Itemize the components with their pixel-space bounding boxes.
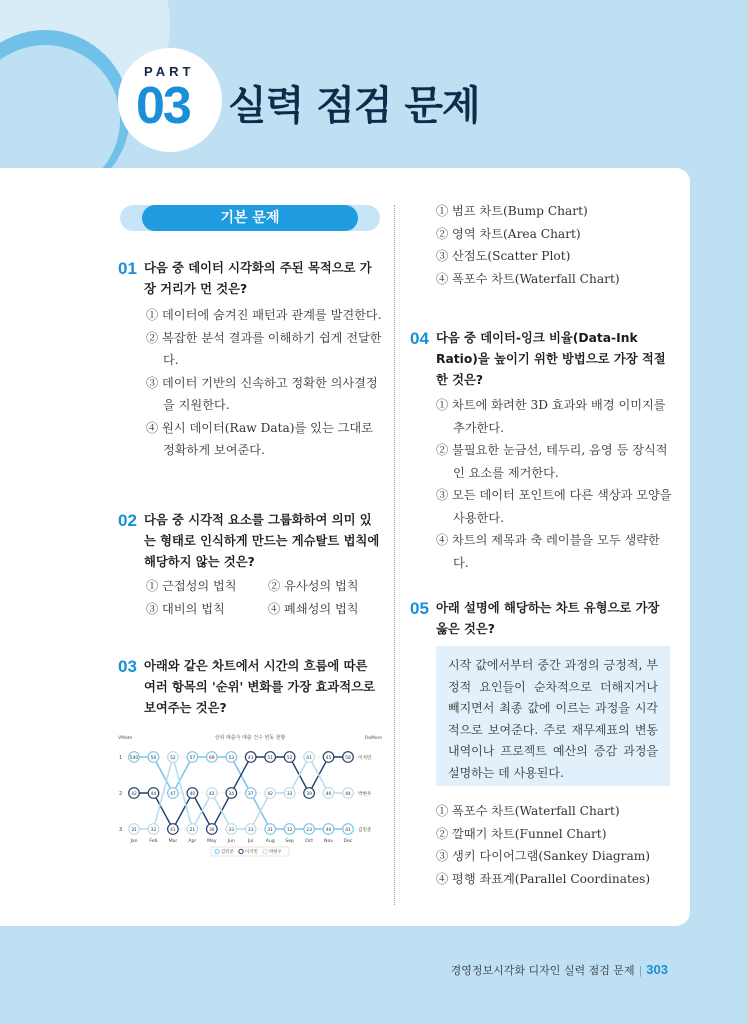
- x-tick-label: Nov: [324, 839, 334, 844]
- part-label: PART: [144, 64, 195, 79]
- data-label: 42: [209, 791, 215, 797]
- page-footer: 경영정보시각화 디자인 실력 점검 문제 | 303: [450, 962, 668, 977]
- question-number: 02: [118, 511, 137, 530]
- question-05: [410, 598, 672, 640]
- question-number: 03: [118, 657, 137, 676]
- options-05: [436, 800, 676, 890]
- series-end-label: 김민준: [358, 828, 372, 833]
- data-label: 37: [247, 791, 254, 797]
- legend-marker: [263, 849, 267, 853]
- question-text: 다음 중 데이터 시각화의 주된 목적으로 가장 거리가 먼 것은?: [144, 261, 372, 296]
- page-number: 303: [646, 962, 668, 977]
- rank-tick-label: 2: [119, 791, 123, 797]
- option[interactable]: ② 불필요한 눈금선, 테두리, 음영 등 장식적인 요소를 제거한다.: [436, 443, 668, 480]
- options-04: [436, 394, 672, 574]
- option[interactable]: ③ 생키 다이어그램(Sankey Diagram): [436, 849, 651, 863]
- option[interactable]: ① 근접성의 법칙: [146, 579, 237, 593]
- data-label: 40: [325, 791, 332, 797]
- data-label: 69: [209, 755, 215, 761]
- x-tick-label: Sep: [285, 839, 294, 844]
- data-label: 40: [325, 827, 332, 833]
- option[interactable]: ④ 폭포수 차트(Waterfall Chart): [436, 271, 620, 286]
- data-label: 23: [306, 827, 312, 833]
- data-label: 53: [228, 755, 235, 761]
- legend-label: 박현우: [269, 850, 282, 856]
- option[interactable]: ④ 차트의 제목과 축 레이블을 모두 생략한다.: [436, 533, 660, 570]
- data-label: 42: [267, 791, 273, 797]
- book-title: 경영정보시각화 디자인 실력 점검 문제: [450, 964, 635, 977]
- x-tick-label: Jul: [247, 839, 254, 844]
- data-label: 12: [286, 827, 293, 833]
- data-label: 31: [131, 827, 137, 833]
- x-tick-label: Aug: [265, 839, 275, 844]
- data-label: 40: [189, 791, 196, 797]
- question-number: 01: [118, 259, 137, 278]
- data-label: 41: [306, 755, 312, 761]
- option[interactable]: ② 깔때기 차트(Funnel Chart): [436, 826, 607, 841]
- option[interactable]: ① 차트에 화려한 3D 효과와 배경 이미지를 추가한다.: [436, 398, 666, 435]
- data-label: 42: [131, 791, 137, 797]
- question-text: 다음 중 시각적 요소를 그룹화하여 의미 있는 형태로 인식하게 만드는 게슈탈트 법칙에 해당하지 않는 것은?: [144, 513, 380, 569]
- description-box: 시작 값에서부터 중간 과정의 긍정적, 부정적 요인들이 순차적으로 더해지거나 빼지면서 최종 값에 이르는 과정을 시각적으로 보여준다. 주로 재무제표의 변동 내역이나 프로젝트 예산의 증감 과정을 설명하는 데 사용된다.: [436, 646, 670, 786]
- legend-marker: [239, 849, 243, 853]
- option[interactable]: ② 유사성의 법칙: [268, 579, 359, 593]
- data-label: 39: [306, 791, 312, 797]
- option[interactable]: ③ 대비의 법칙: [146, 601, 225, 616]
- x-tick-label: Mar: [168, 839, 178, 844]
- data-label: 47: [170, 791, 176, 797]
- data-label: 44: [345, 791, 351, 797]
- series-end-label: 이지민: [358, 756, 372, 761]
- data-label: 33: [286, 791, 293, 797]
- data-label: 52: [286, 755, 293, 761]
- x-tick-label: Jun: [227, 839, 235, 844]
- data-label: 51: [267, 755, 273, 761]
- legend-marker: [215, 849, 219, 853]
- data-label: 43: [247, 755, 254, 761]
- options-01: [146, 304, 382, 462]
- option[interactable]: ④ 평행 좌표계(Parallel Coordinates): [436, 871, 651, 886]
- legend-label: 이지민: [245, 850, 258, 856]
- question-text: 아래 설명에 해당하는 차트 유형으로 가장 옳은 것은?: [436, 601, 660, 636]
- series-end-label: 박현우: [358, 792, 372, 797]
- option[interactable]: ④ 원시 데이터(Raw Data)를 있는 그대로 정확하게 보여준다.: [146, 420, 373, 457]
- option[interactable]: ③ 모든 데이터 포인트에 다른 색상과 모양을 사용한다.: [436, 488, 672, 525]
- option[interactable]: ④ 폐쇄성의 법칙: [268, 601, 359, 616]
- question-02: [118, 510, 380, 573]
- section-title: 기본 문제: [142, 205, 358, 231]
- question-04: [410, 328, 672, 391]
- option[interactable]: ② 복잡한 분석 결과를 이해하기 쉽게 전달한다.: [146, 330, 382, 367]
- question-text: 아래와 같은 차트에서 시간의 흐름에 따른 여러 항목의 '순위' 변화를 가장 효과적으로 보여주는 것은?: [144, 659, 375, 715]
- x-tick-label: Oct: [305, 839, 314, 844]
- option[interactable]: ③ 산점도(Scatter Plot): [436, 249, 571, 263]
- data-label: 34: [228, 791, 235, 797]
- data-label: 30: [209, 827, 215, 833]
- chart-title: 상위 매출자 매출 건수 변동 현황: [214, 735, 286, 741]
- data-label: 31: [267, 827, 273, 833]
- bump-chart: [116, 730, 384, 862]
- data-label: 41: [345, 827, 351, 833]
- legend-label: 김민준: [221, 850, 234, 856]
- data-label: 33: [228, 827, 235, 833]
- rank-tick-label: 1: [119, 755, 123, 761]
- options-03: [436, 200, 672, 290]
- data-label: 50: [150, 755, 157, 761]
- part-number: 03: [136, 77, 190, 135]
- data-label: 540: [129, 755, 139, 761]
- column-divider: [394, 205, 395, 905]
- chart-corner-right: RaMore: [365, 736, 382, 741]
- option[interactable]: ③ 데이터 기반의 신속하고 정확한 의사결정을 지원한다.: [146, 375, 378, 412]
- question-number: 04: [410, 329, 429, 348]
- data-label: 45: [325, 755, 332, 761]
- page-title: 실력 점검 문제: [228, 83, 480, 129]
- option[interactable]: ① 폭포수 차트(Waterfall Chart): [436, 804, 620, 818]
- page-header: [118, 48, 718, 148]
- x-tick-label: May: [207, 839, 217, 844]
- data-label: 44: [150, 791, 157, 797]
- rank-tick-label: 3: [119, 827, 123, 833]
- data-label: 41: [170, 827, 176, 833]
- data-label: 21: [189, 827, 196, 833]
- option[interactable]: ① 범프 차트(Bump Chart): [436, 204, 588, 218]
- question-text: 다음 중 데이터-잉크 비율(Data-Ink Ratio)을 높이기 위한 방법으로 가장 적절한 것은?: [436, 331, 666, 387]
- x-tick-label: Dec: [343, 839, 353, 844]
- chart-corner-left: VMate: [118, 736, 133, 741]
- x-tick-label: Apr: [188, 839, 197, 844]
- options-02: [146, 575, 390, 620]
- data-label: 58: [345, 755, 351, 761]
- option[interactable]: ② 영역 차트(Area Chart): [436, 226, 581, 241]
- data-label: 57: [189, 755, 196, 761]
- x-tick-label: Feb: [149, 839, 158, 844]
- data-label: 32: [150, 827, 157, 833]
- question-01: [118, 258, 380, 300]
- data-label: 31: [247, 827, 254, 833]
- question-number: 05: [410, 599, 429, 618]
- option[interactable]: ① 데이터에 숨겨진 패턴과 관계를 발견한다.: [146, 308, 382, 322]
- question-03: [118, 656, 380, 719]
- section-pill: [120, 205, 380, 231]
- x-tick-label: Jan: [130, 839, 138, 844]
- data-label: 52: [170, 755, 176, 761]
